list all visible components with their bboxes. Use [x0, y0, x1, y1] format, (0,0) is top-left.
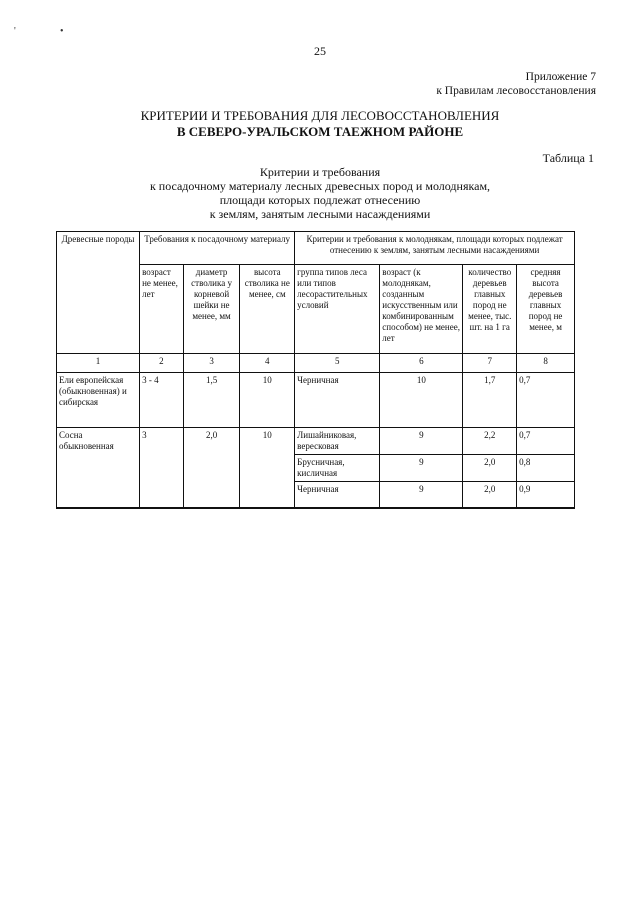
- document-heading: [0, 108, 640, 140]
- cell-forest-type: Брусничная, кисличная: [295, 455, 380, 482]
- cell-young-age: 9: [380, 482, 463, 509]
- subheader-age: возраст не менее, лет: [140, 265, 184, 354]
- cell-forest-type: Лишайниковая, вересковая: [295, 428, 380, 455]
- criteria-table: [56, 231, 575, 509]
- appendix-reference: к Правилам лесовосстановления: [436, 85, 596, 97]
- cell-height: 10: [240, 373, 295, 428]
- cell-young-age: 9: [380, 428, 463, 455]
- table-label: Таблица 1: [542, 151, 594, 165]
- caption-line-2: к посадочному материалу лесных древесных пород и молоднякам,: [149, 179, 491, 193]
- cell-forest-type: Черничная: [295, 482, 380, 509]
- column-number: 5: [295, 354, 380, 373]
- column-number: 4: [240, 354, 295, 373]
- column-number: 2: [140, 354, 184, 373]
- column-number: 1: [57, 354, 140, 373]
- subheader-diameter: диаметр стволика у корневой шейки не менее, мм: [183, 265, 240, 354]
- cell-tree-count: 2,2: [463, 428, 517, 455]
- subheader-average-height: средняя высота деревьев главных пород не менее, м: [517, 265, 575, 354]
- caption-line-4: к землям, занятым лесными насаждениями: [209, 207, 431, 221]
- subheader-forest-type: группа типов леса или типов лесорастительных условий: [295, 265, 380, 354]
- subheader-height: высота стволика не менее, см: [240, 265, 295, 354]
- subheader-young-age: возраст (к молоднякам, созданным искусственным или комбинированным способом) не менее, лет: [380, 265, 463, 354]
- cell-diameter: 2,0: [183, 428, 240, 509]
- heading-line-1: КРИТЕРИИ И ТРЕБОВАНИЯ ДЛЯ ЛЕСОВОССТАНОВЛЕНИЯ: [140, 108, 500, 123]
- table-row: [57, 428, 575, 455]
- caption-line-1: Критерии и требования: [259, 165, 381, 179]
- scan-mark: •: [60, 26, 64, 37]
- cell-age: 3 - 4: [140, 373, 184, 428]
- cell-species: Ели европейская (обыкновенная) и сибирская: [57, 373, 140, 428]
- page-number: 25: [314, 44, 326, 58]
- cell-species: Сосна обыкновенная: [57, 428, 140, 509]
- cell-young-age: 10: [380, 373, 463, 428]
- cell-forest-type: Черничная: [295, 373, 380, 428]
- cell-height: 10: [240, 428, 295, 509]
- table-row: [57, 373, 575, 428]
- caption-line-3: площади которых подлежат отнесению: [219, 193, 421, 207]
- subheader-tree-count: количество деревьев главных пород не менее, тыс. шт. на 1 га: [463, 265, 517, 354]
- column-number: 7: [463, 354, 517, 373]
- header-young-stands: Критерии и требования к молоднякам, площади которых подлежат отнесению к землям, занятым лесными насаждениями: [295, 232, 575, 265]
- heading-line-2: В СЕВЕРО-УРАЛЬСКОМ ТАЕЖНОМ РАЙОНЕ: [176, 124, 464, 139]
- cell-diameter: 1,5: [183, 373, 240, 428]
- column-number: 3: [183, 354, 240, 373]
- appendix-number: Приложение 7: [525, 71, 596, 83]
- header-species: Древесные породы: [57, 232, 140, 354]
- cell-average-height: 0,7: [517, 428, 575, 455]
- cell-average-height: 0,8: [517, 455, 575, 482]
- cell-tree-count: 2,0: [463, 455, 517, 482]
- cell-tree-count: 1,7: [463, 373, 517, 428]
- cell-average-height: 0,7: [517, 373, 575, 428]
- scan-mark: ': [14, 26, 16, 37]
- column-number: 8: [517, 354, 575, 373]
- cell-tree-count: 2,0: [463, 482, 517, 509]
- cell-age: 3: [140, 428, 184, 509]
- header-planting-material: Требования к посадочному материалу: [140, 232, 295, 265]
- cell-average-height: 0,9: [517, 482, 575, 509]
- table-caption: [0, 165, 640, 221]
- appendix-note: [436, 70, 596, 98]
- cell-young-age: 9: [380, 455, 463, 482]
- column-number: 6: [380, 354, 463, 373]
